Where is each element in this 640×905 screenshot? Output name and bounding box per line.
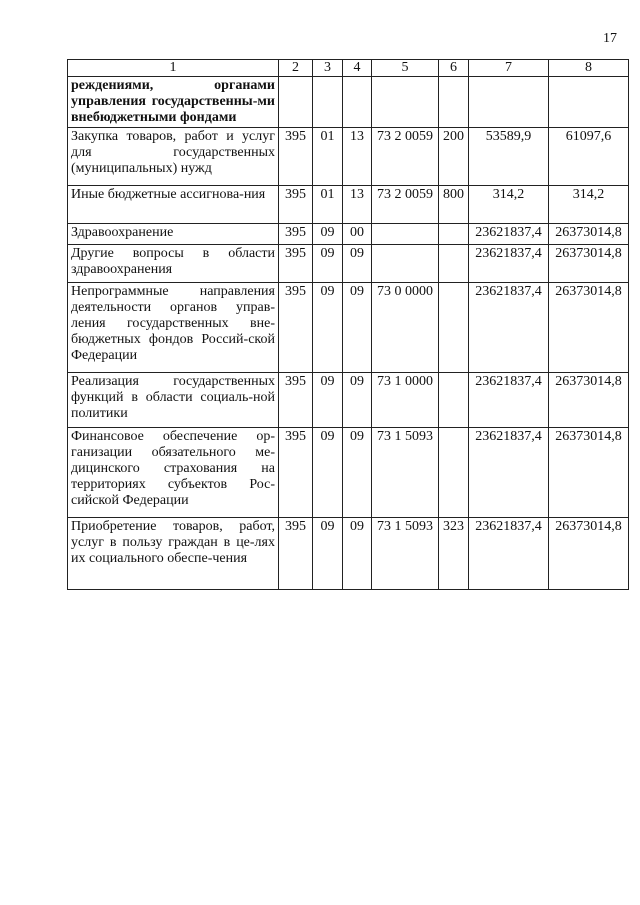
row-code-3: 09 (313, 224, 343, 245)
row-value-8: 61097,6 (549, 128, 629, 186)
row-code-2: 395 (279, 428, 313, 518)
row-code-4 (343, 77, 372, 128)
table-row (68, 518, 629, 590)
header-col-6: 6 (439, 60, 469, 77)
row-code-2: 395 (279, 245, 313, 283)
row-code-4: 00 (343, 224, 372, 245)
row-code-2 (279, 77, 313, 128)
row-name: Непрограммные направления деятельности органов управ-ления государственных вне-бюджетных фондов Россий-ской Федерации (68, 283, 279, 373)
row-name: Приобретение товаров, работ, услуг в пользу граждан в це-лях их социального обеспе-чения (68, 518, 279, 590)
row-code-4: 09 (343, 373, 372, 428)
row-code-6: 323 (439, 518, 469, 590)
row-name: Здравоохранение (68, 224, 279, 245)
table-header-row (68, 60, 629, 77)
row-code-4: 13 (343, 186, 372, 224)
row-code-3: 01 (313, 186, 343, 224)
row-code-5: 73 2 0059 (372, 128, 439, 186)
row-name: Иные бюджетные ассигнова-ния (68, 186, 279, 224)
table-row (68, 245, 629, 283)
row-code-3: 09 (313, 245, 343, 283)
header-col-4: 4 (343, 60, 372, 77)
row-code-5: 73 1 5093 (372, 428, 439, 518)
row-code-3: 09 (313, 428, 343, 518)
row-code-5 (372, 77, 439, 128)
row-code-6 (439, 224, 469, 245)
row-value-7: 23621837,4 (469, 373, 549, 428)
row-code-6 (439, 373, 469, 428)
row-value-8: 26373014,8 (549, 518, 629, 590)
row-code-6 (439, 428, 469, 518)
table-row (68, 373, 629, 428)
row-name: Реализация государственных функций в области социаль-ной политики (68, 373, 279, 428)
budget-table (67, 59, 629, 590)
table-row (68, 283, 629, 373)
row-value-7: 23621837,4 (469, 428, 549, 518)
row-code-3: 09 (313, 373, 343, 428)
row-value-7: 23621837,4 (469, 283, 549, 373)
header-col-3: 3 (313, 60, 343, 77)
row-name: реждениями, органами управления государственны-ми внебюджетными фондами (68, 77, 279, 128)
row-code-4: 13 (343, 128, 372, 186)
table-row (68, 186, 629, 224)
table-row (68, 428, 629, 518)
row-value-8 (549, 77, 629, 128)
row-name: Другие вопросы в области здравоохранения (68, 245, 279, 283)
page-number: 17 (603, 31, 617, 46)
row-code-5 (372, 224, 439, 245)
header-col-8: 8 (549, 60, 629, 77)
header-col-5: 5 (372, 60, 439, 77)
row-code-5: 73 1 0000 (372, 373, 439, 428)
header-col-7: 7 (469, 60, 549, 77)
row-code-5 (372, 245, 439, 283)
row-value-7 (469, 77, 549, 128)
row-value-7: 23621837,4 (469, 224, 549, 245)
row-value-8: 26373014,8 (549, 428, 629, 518)
row-value-8: 26373014,8 (549, 245, 629, 283)
row-name: Финансовое обеспечение ор-ганизации обязательного ме-дицинского страхования на территориях субъектов Рос-сийской Федерации (68, 428, 279, 518)
table-row (68, 77, 629, 128)
row-code-5: 73 2 0059 (372, 186, 439, 224)
header-col-1: 1 (68, 60, 279, 77)
row-value-7: 314,2 (469, 186, 549, 224)
row-value-8: 26373014,8 (549, 283, 629, 373)
row-code-6 (439, 77, 469, 128)
row-code-4: 09 (343, 283, 372, 373)
row-code-4: 09 (343, 518, 372, 590)
row-code-4: 09 (343, 245, 372, 283)
row-code-5: 73 1 5093 (372, 518, 439, 590)
table-row (68, 224, 629, 245)
row-value-8: 26373014,8 (549, 224, 629, 245)
row-code-3: 09 (313, 518, 343, 590)
row-value-7: 53589,9 (469, 128, 549, 186)
row-code-2: 395 (279, 224, 313, 245)
row-value-8: 26373014,8 (549, 373, 629, 428)
row-code-4: 09 (343, 428, 372, 518)
row-value-7: 23621837,4 (469, 245, 549, 283)
row-code-2: 395 (279, 283, 313, 373)
row-value-8: 314,2 (549, 186, 629, 224)
row-code-5: 73 0 0000 (372, 283, 439, 373)
row-code-3: 01 (313, 128, 343, 186)
row-code-2: 395 (279, 373, 313, 428)
row-value-7: 23621837,4 (469, 518, 549, 590)
row-code-3: 09 (313, 283, 343, 373)
row-code-2: 395 (279, 518, 313, 590)
table-row (68, 128, 629, 186)
header-col-2: 2 (279, 60, 313, 77)
row-code-6: 200 (439, 128, 469, 186)
row-code-6 (439, 283, 469, 373)
row-code-3 (313, 77, 343, 128)
row-name: Закупка товаров, работ и услуг для государственных (муниципальных) нужд (68, 128, 279, 186)
row-code-6 (439, 245, 469, 283)
row-code-6: 800 (439, 186, 469, 224)
row-code-2: 395 (279, 128, 313, 186)
row-code-2: 395 (279, 186, 313, 224)
